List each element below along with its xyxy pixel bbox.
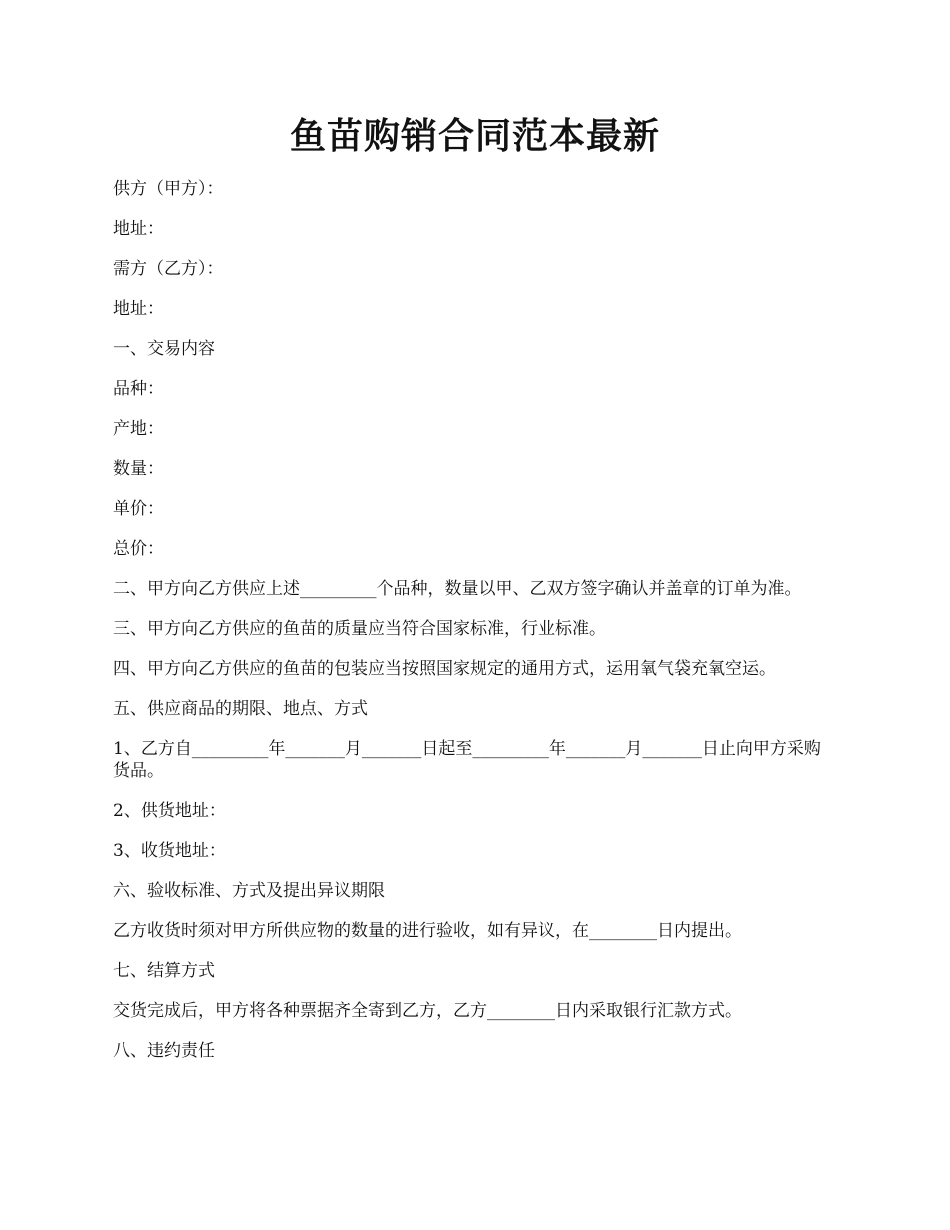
- section-heading-8: 八、违约责任: [113, 1041, 215, 1061]
- section-2: 二、甲方向乙方供应上述_________个品种，数量以甲、乙双方签字确认并盖章的订单为准。: [113, 579, 802, 599]
- paragraph-buyer-address: 地址：: [113, 299, 164, 319]
- paragraph-variety: 品种：: [113, 379, 164, 399]
- paragraph-supplier: 供方（甲方）：: [113, 179, 224, 199]
- paragraph-buyer: 需方（乙方）：: [113, 259, 224, 279]
- clause-5-1: 1、乙方自_________年_______月_______日起至_________年_______月_______日止向甲方采购货品。: [113, 739, 821, 781]
- paragraph-quantity: 数量：: [113, 459, 164, 479]
- clause-5-2: 2、供货地址：: [113, 801, 226, 821]
- document-body: [113, 178, 835, 1080]
- paragraph-origin: 产地：: [113, 419, 164, 439]
- clause-5-3: 3、收货地址：: [113, 841, 226, 861]
- document-title: 鱼苗购销合同范本最新: [289, 115, 660, 157]
- section-heading-6: 六、验收标准、方式及提出异议期限: [113, 881, 385, 901]
- clause-7: 交货完成后，甲方将各种票据齐全寄到乙方，乙方________日内采取银行汇款方式。: [113, 1001, 742, 1021]
- section-4: 四、甲方向乙方供应的鱼苗的包装应当按照国家规定的通用方式，运用氧气袋充氧空运。: [113, 659, 776, 679]
- paragraph-unit-price: 单价：: [113, 499, 164, 519]
- section-heading-1: 一、交易内容: [113, 339, 215, 359]
- section-heading-5: 五、供应商品的期限、地点、方式: [113, 699, 368, 719]
- section-heading-7: 七、结算方式: [113, 961, 215, 981]
- paragraph-supplier-address: 地址：: [113, 219, 164, 239]
- paragraph-total-price: 总价：: [113, 539, 164, 559]
- section-3: 三、甲方向乙方供应的鱼苗的质量应当符合国家标准，行业标准。: [113, 619, 606, 639]
- clause-6: 乙方收货时须对甲方所供应物的数量的进行验收，如有异议，在________日内提出。: [113, 921, 742, 941]
